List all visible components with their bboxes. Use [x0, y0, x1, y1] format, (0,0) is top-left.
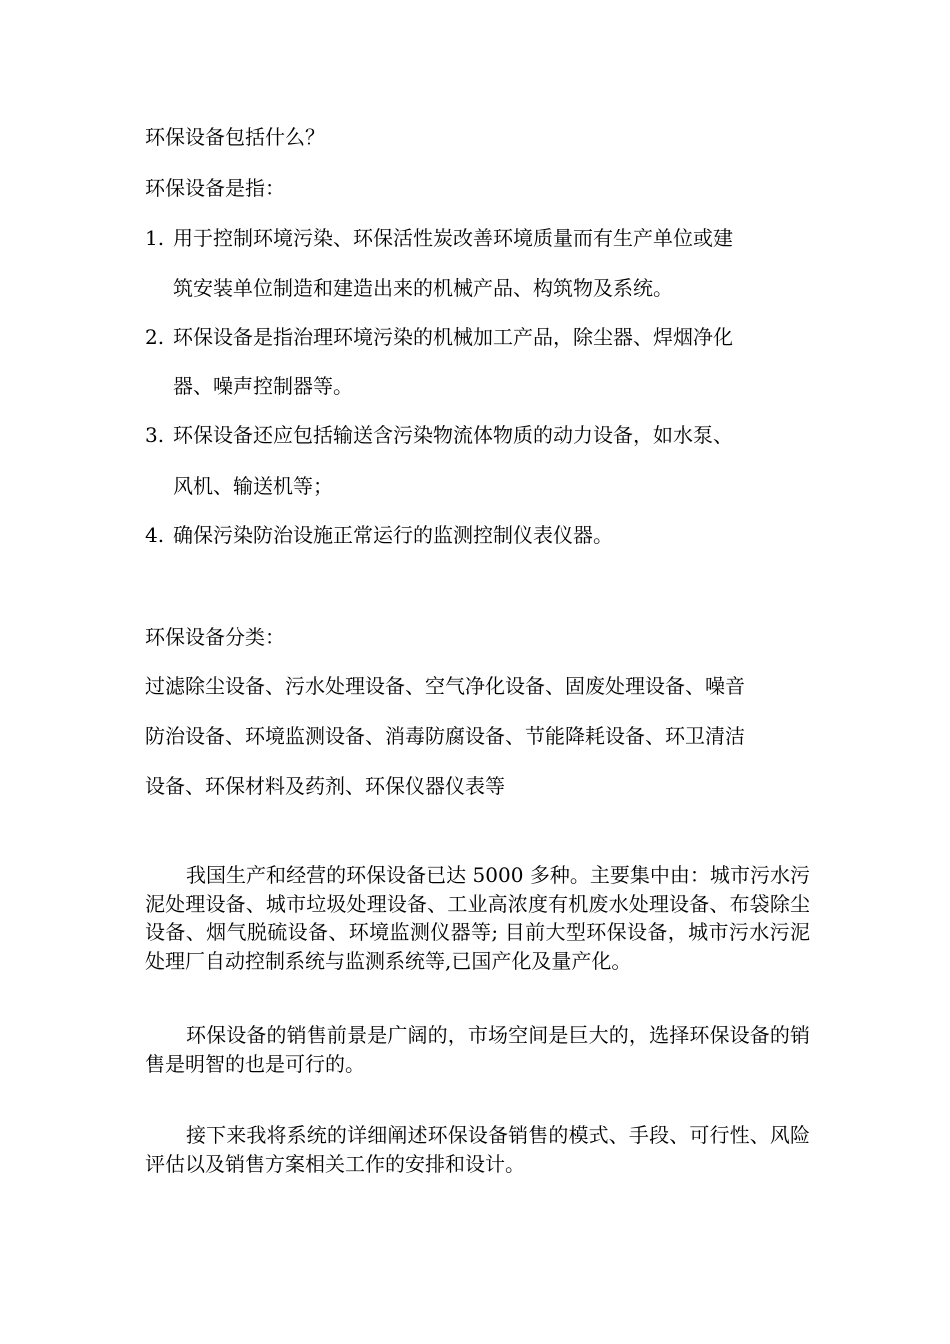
category-line-2: 防治设备、环境监测设备、消毒防腐设备、节能降耗设备、环卫清洁 — [145, 724, 745, 748]
list-item-2-line-2: 器、噪声控制器等。 — [173, 374, 353, 398]
definition-heading: 环保设备是指： — [145, 176, 285, 200]
body-paragraph-3: 接下来我将系统的详细阐述环保设备销售的模式、手段、可行性、风险评估以及销售方案相关工作的安排和设计。 — [145, 1123, 810, 1176]
list-item-3-line-2: 风机、输送机等； — [173, 474, 333, 498]
list-item-1-line-1 — [145, 226, 810, 250]
list-text: 环保设备是指治理环境污染的机械加工产品，除尘器、焊烟净化 — [173, 325, 733, 349]
body-paragraph-1: 我国生产和经营的环保设备已达 5000 多种。主要集中由：城市污水污泥处理设备、城市垃圾处理设备、工业高浓度有机废水处理设备、布袋除尘设备、烟气脱硫设备、环境监测仪器等; 目前大型环保设备，城市污水污泥处理厂自动控制系统与监测系统等,已国产化及量产化。 — [145, 863, 810, 973]
list-item-3-line-1 — [145, 423, 810, 447]
list-item-4-line-1 — [145, 523, 810, 547]
list-number: 1. — [145, 226, 165, 250]
list-text: 用于控制环境污染、环保活性炭改善环境质量而有生产单位或建 — [173, 226, 733, 250]
list-text: 确保污染防治设施正常运行的监测控制仪表仪器。 — [173, 523, 613, 547]
list-text: 环保设备还应包括输送含污染物流体物质的动力设备，如水泵、 — [173, 423, 733, 447]
category-heading: 环保设备分类： — [145, 625, 285, 649]
list-number: 4. — [145, 523, 165, 547]
list-item-1-line-2: 筑安装单位制造和建造出来的机械产品、构筑物及系统。 — [173, 276, 673, 300]
list-number: 2. — [145, 325, 165, 349]
category-line-1: 过滤除尘设备、污水处理设备、空气净化设备、固废处理设备、噪音 — [145, 674, 745, 698]
document-title: 环保设备包括什么？ — [145, 125, 325, 149]
category-line-3: 设备、环保材料及药剂、环保仪器仪表等 — [145, 774, 505, 798]
list-number: 3. — [145, 423, 165, 447]
body-paragraph-2: 环保设备的销售前景是广阔的，市场空间是巨大的，选择环保设备的销售是明智的也是可行的。 — [145, 1023, 810, 1076]
list-item-2-line-1 — [145, 325, 810, 349]
